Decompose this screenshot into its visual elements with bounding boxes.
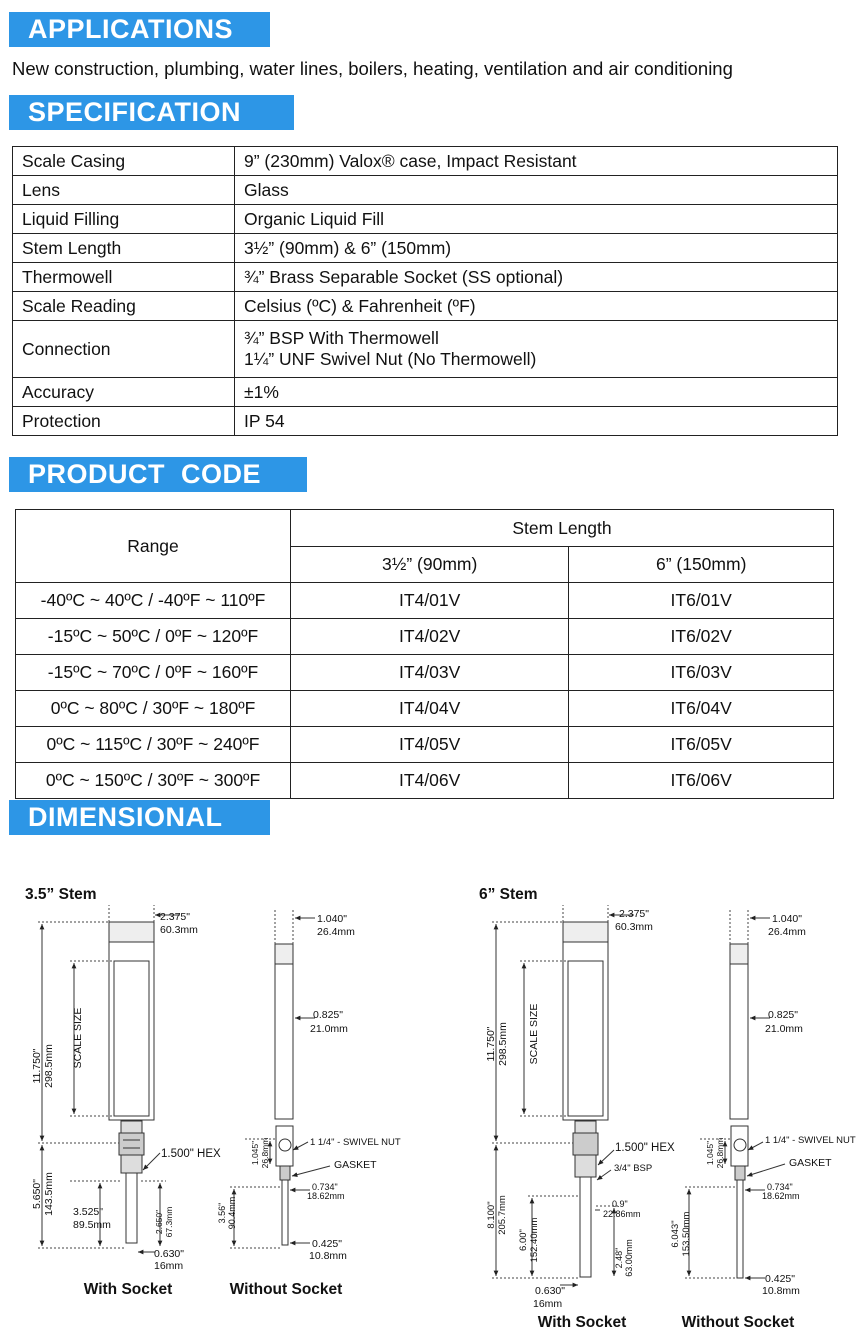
- dim-label: 0.825": [768, 1009, 799, 1021]
- spec-row: [13, 378, 838, 407]
- spec-row: [13, 292, 838, 321]
- table-row: [16, 583, 834, 619]
- stem35-title: 3.5” Stem: [25, 886, 97, 903]
- spec-value: ¾” Brass Separable Socket (SS optional): [235, 263, 838, 292]
- dim-label: 5.650": [31, 1178, 43, 1210]
- code-cell: IT4/02V: [291, 619, 569, 655]
- spec-label: Stem Length: [13, 234, 235, 263]
- dim-label: 90.4mm: [227, 1196, 237, 1230]
- dim-label: GASKET: [789, 1157, 832, 1169]
- spec-value: Organic Liquid Fill: [235, 205, 838, 234]
- dim-label: 67.3mm: [164, 1206, 174, 1238]
- table-row: [16, 727, 834, 763]
- dim-label: 152.40mm: [529, 1217, 540, 1263]
- spec-value-line: 1¼” UNF Swivel Nut (No Thermowell): [244, 349, 537, 369]
- code-cell: IT6/05V: [569, 727, 834, 763]
- dim-label: 143.5mm: [43, 1172, 55, 1216]
- dim-label: 2.650": [154, 1209, 164, 1235]
- dim-label: GASKET: [334, 1159, 377, 1171]
- spec-label: Liquid Filling: [13, 205, 235, 234]
- code-cell: IT6/04V: [569, 691, 834, 727]
- dim-label: 0.425": [765, 1273, 796, 1285]
- dim-label: 205.7mm: [497, 1195, 508, 1235]
- dim-label: 10.8mm: [762, 1285, 800, 1297]
- spec-value: Glass: [235, 176, 838, 205]
- spec-value: ±1%: [235, 378, 838, 407]
- spec-value: Celsius (ºC) & Fahrenheit (ºF): [235, 292, 838, 321]
- dim-label: 60.3mm: [160, 924, 198, 936]
- product-code-heading: PRODUCT CODE: [9, 457, 307, 492]
- dim-label: 1.045": [250, 1140, 260, 1166]
- scale-size-label: SCALE SIZE: [72, 1007, 84, 1069]
- dim-label: 8.100": [486, 1201, 497, 1229]
- dim-label: 298.5mm: [497, 1022, 509, 1066]
- dim-label: 16mm: [154, 1260, 184, 1272]
- code-cell: IT6/06V: [569, 763, 834, 799]
- spec-label: Thermowell: [13, 263, 235, 292]
- stem-length-header: Stem Length: [291, 510, 834, 547]
- product-code-table: [15, 509, 834, 799]
- dim-label: 298.5mm: [43, 1044, 55, 1088]
- dim-label: 10.8mm: [309, 1250, 347, 1262]
- spec-label: Scale Reading: [13, 292, 235, 321]
- dim-label: 2.48": [614, 1247, 624, 1269]
- caption-with-socket: With Socket: [537, 1314, 627, 1331]
- code-cell: IT6/01V: [569, 583, 834, 619]
- dim-label: 89.5mm: [73, 1219, 111, 1231]
- thermometer-6-with-socket: [563, 922, 608, 1277]
- dim-label: 6.00": [518, 1229, 529, 1251]
- spec-row: [13, 234, 838, 263]
- scale-size-label: SCALE SIZE: [528, 1003, 540, 1065]
- dim-label: 26.8mm: [260, 1137, 270, 1169]
- dim-label: 22.86mm: [603, 1209, 641, 1219]
- range-header: Range: [16, 510, 291, 583]
- spec-label: Protection: [13, 407, 235, 436]
- table-row: [16, 655, 834, 691]
- specification-table: [12, 146, 838, 436]
- spec-row: [13, 321, 838, 378]
- dim-label: 60.3mm: [615, 921, 653, 933]
- spec-row: [13, 176, 838, 205]
- stem6-title: 6” Stem: [479, 886, 538, 903]
- spec-row: [13, 407, 838, 436]
- spec-value-line: ¾” BSP With Thermowell: [244, 328, 439, 348]
- table-row: [16, 763, 834, 799]
- spec-label: Scale Casing: [13, 147, 235, 176]
- dim-label: 0.9": [612, 1199, 628, 1209]
- spec-value: 3½” (90mm) & 6” (150mm): [235, 234, 838, 263]
- spec-row: [13, 205, 838, 234]
- table-row: [16, 691, 834, 727]
- thermometer-35-with-socket: [109, 922, 154, 1243]
- dim-label: 18.62mm: [307, 1191, 345, 1201]
- table-header-row: [16, 510, 834, 547]
- code-cell: IT4/06V: [291, 763, 569, 799]
- spec-label: Lens: [13, 176, 235, 205]
- stem-col-header: 6” (150mm): [569, 547, 834, 583]
- code-cell: IT6/03V: [569, 655, 834, 691]
- dim-label: 1.500" HEX: [615, 1142, 675, 1154]
- dim-label: 26.8mm: [715, 1137, 725, 1169]
- dim-label: 0.825": [313, 1009, 344, 1021]
- dim-label: 1 1/4" - SWIVEL NUT: [310, 1137, 401, 1148]
- dim-label: 1.045": [705, 1140, 715, 1166]
- applications-heading: APPLICATIONS: [9, 12, 270, 47]
- dim-label: 2.375": [160, 911, 191, 923]
- range-cell: -15ºC ~ 50ºC / 0ºF ~ 120ºF: [16, 619, 291, 655]
- dimensional-heading: DIMENSIONAL: [9, 800, 270, 835]
- code-cell: IT4/04V: [291, 691, 569, 727]
- dim-label: 0.630": [535, 1285, 566, 1297]
- code-cell: IT4/05V: [291, 727, 569, 763]
- dim-label: 21.0mm: [765, 1023, 803, 1035]
- spec-value: [235, 321, 838, 378]
- dimensional-drawings: [0, 860, 863, 1340]
- spec-row: [13, 147, 838, 176]
- dim-label: 3/4" BSP: [614, 1163, 653, 1174]
- dim-label: 0.734": [312, 1182, 338, 1192]
- dim-label: 1.040": [772, 913, 803, 925]
- spec-value: 9” (230mm) Valox® case, Impact Resistant: [235, 147, 838, 176]
- dim-label: 21.0mm: [310, 1023, 348, 1035]
- dim-label: 153.50mm: [681, 1211, 692, 1257]
- dim-label: 0.425": [312, 1238, 343, 1250]
- applications-text: New construction, plumbing, water lines, boilers, heating, ventilation and air conditioning: [12, 58, 733, 79]
- spec-value: IP 54: [235, 407, 838, 436]
- caption-without-socket: Without Socket: [681, 1314, 795, 1331]
- code-cell: IT4/03V: [291, 655, 569, 691]
- dim-label: 0.734": [767, 1182, 793, 1192]
- spec-row: [13, 263, 838, 292]
- dim-label: 1.500" HEX: [161, 1148, 221, 1160]
- dim-label: 26.4mm: [768, 926, 806, 938]
- dim-label: 11.750": [485, 1026, 497, 1062]
- dim-label: 16mm: [533, 1298, 563, 1310]
- range-cell: 0ºC ~ 80ºC / 30ºF ~ 180ºF: [16, 691, 291, 727]
- dim-label: 2.375": [619, 908, 650, 920]
- range-cell: -40ºC ~ 40ºC / -40ºF ~ 110ºF: [16, 583, 291, 619]
- specification-heading: SPECIFICATION: [9, 95, 294, 130]
- code-cell: IT4/01V: [291, 583, 569, 619]
- dim-label: 18.62mm: [762, 1191, 800, 1201]
- thermometer-6-without-socket: [730, 944, 748, 1278]
- dim-label: 63.00mm: [624, 1239, 634, 1277]
- thermometer-35-without-socket: [275, 944, 293, 1245]
- spec-label: Accuracy: [13, 378, 235, 407]
- dim-label: 1 1/4" - SWIVEL NUT: [765, 1135, 856, 1146]
- spec-label: Connection: [13, 321, 235, 378]
- dim-label: 3.525": [73, 1206, 104, 1218]
- range-cell: 0ºC ~ 150ºC / 30ºF ~ 300ºF: [16, 763, 291, 799]
- dim-label: 11.750": [31, 1048, 43, 1084]
- caption-with-socket: With Socket: [83, 1281, 173, 1298]
- dim-label: 26.4mm: [317, 926, 355, 938]
- dim-label: 1.040": [317, 913, 348, 925]
- code-cell: IT6/02V: [569, 619, 834, 655]
- range-cell: 0ºC ~ 115ºC / 30ºF ~ 240ºF: [16, 727, 291, 763]
- dim-label: 3.56": [217, 1202, 227, 1224]
- dim-label: 0.630": [154, 1248, 185, 1260]
- range-cell: -15ºC ~ 70ºC / 0ºF ~ 160ºF: [16, 655, 291, 691]
- caption-without-socket: Without Socket: [229, 1281, 343, 1298]
- stem-col-header: 3½” (90mm): [291, 547, 569, 583]
- dim-label: 6.043": [670, 1220, 681, 1248]
- table-row: [16, 619, 834, 655]
